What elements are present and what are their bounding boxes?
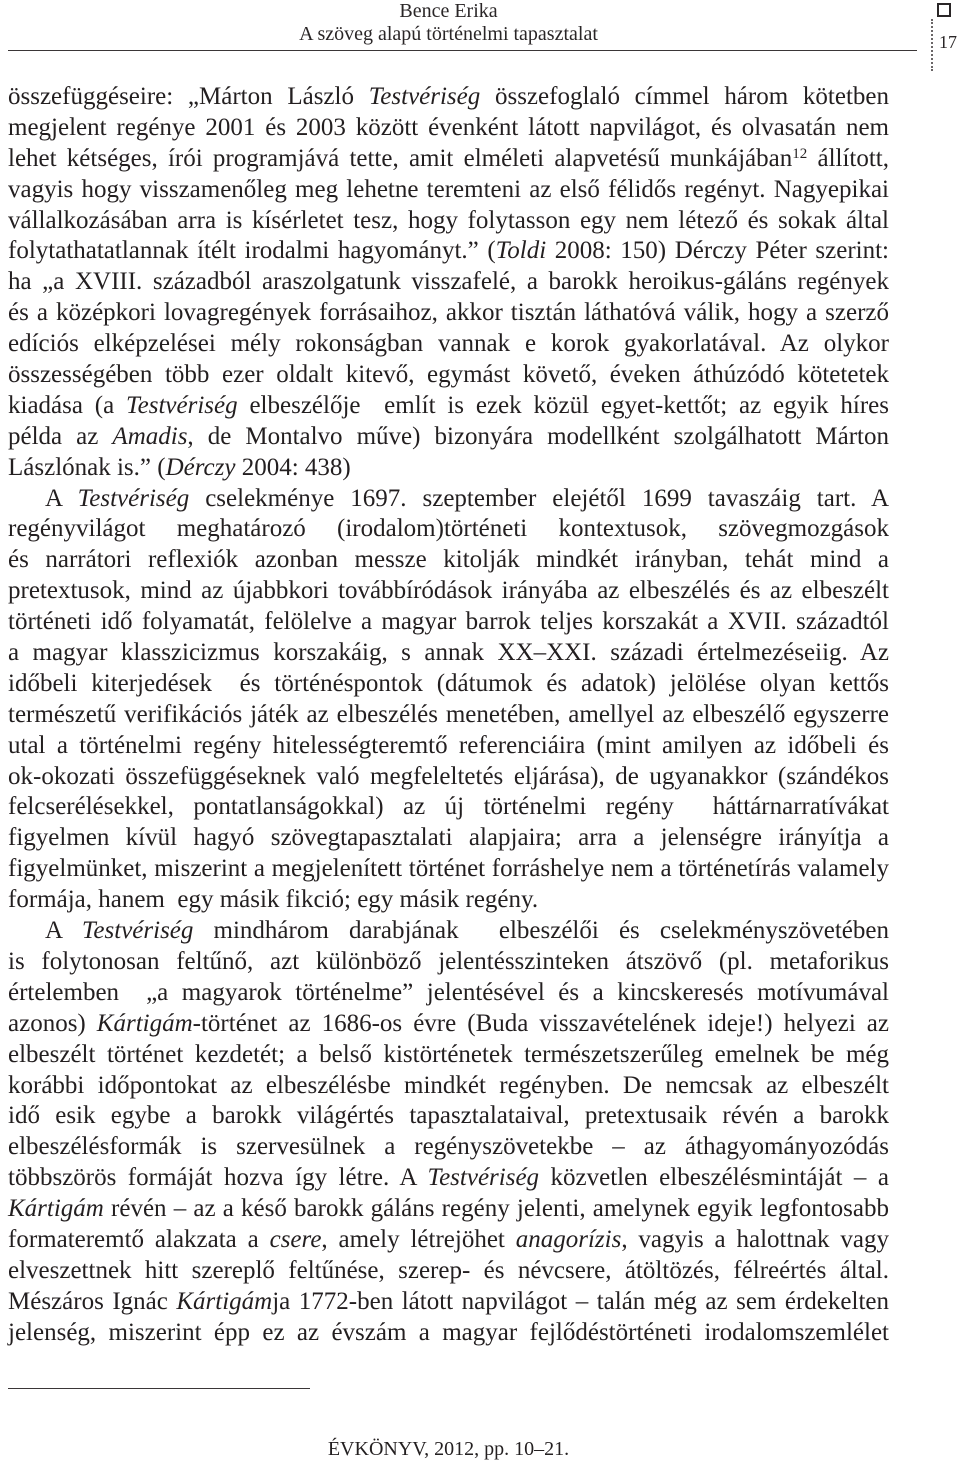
text-run: Lászlónak is.” ( — [8, 453, 166, 481]
text-line — [8, 514, 889, 545]
emphasis-text: csere — [269, 1225, 322, 1253]
text-run: figyelmen kívül hagyó szövegtapasztalati alapjaira; arra a jelenségre irányítja a — [8, 824, 889, 852]
text-run: elveszettnek hitt szereplő feltűnése, szerep- és névcsere, átöltözés, félreértés által. — [8, 1256, 889, 1284]
text-run: cselekménye 1697. szeptember elejétől 1699 tavaszáig tart. A — [189, 484, 889, 512]
text-line — [8, 453, 889, 484]
text-run: Mészáros Ignác — [8, 1287, 177, 1315]
text-run: edíciós elképzelései mély rokonságban vannak e korok gyakorlatával. Az olykor — [8, 330, 889, 358]
emphasis-text: Testvériség — [427, 1164, 540, 1192]
text-line — [8, 792, 889, 823]
text-line — [8, 978, 889, 1009]
text-run: pretextusok, mind az újabbkori továbbíródások irányába az elbeszélés és az elbeszélt — [8, 577, 889, 605]
paragraph — [8, 82, 889, 484]
text-run: természetű verifikációs játék az elbeszélés menetében, amellyel az elbeszélő egyszerre — [8, 700, 889, 728]
text-run: formája, hanem egy másik fikció; egy másik regény. — [8, 886, 539, 914]
text-line — [8, 854, 889, 885]
text-run: -történet az 1686-os évre (Buda visszavételének ideje!) helyezi az — [192, 1009, 889, 1037]
text-run: felcserélésekkel, pontatlanságokkal) az új történelmi regény háttárnarratívákat — [8, 793, 889, 821]
text-run: 2008: 150) Dérczy Péter szerint: — [546, 237, 890, 265]
text-line — [8, 1071, 889, 1102]
text-run: összességében több ezer oldalt kitevő, egymást követő, éveken áthúzódó kötetetek — [8, 361, 889, 389]
text-line — [8, 1194, 889, 1225]
text-line — [8, 175, 889, 206]
body-text — [8, 82, 889, 1349]
text-line — [8, 360, 889, 391]
text-run: ok-okozati összefüggéseknek való megfeleltetés eljárása), de ugyanakkor (szándékos — [8, 762, 889, 790]
text-run: A — [45, 917, 82, 945]
emphasis-text: Dérczy — [165, 453, 236, 481]
text-run: A — [45, 484, 78, 512]
running-header — [8, 0, 889, 46]
page-number: 17 — [939, 32, 957, 52]
text-line — [8, 298, 889, 329]
header-rule — [8, 50, 917, 51]
text-run: utal a történelmi regény hitelességteremtő referenciáira (mint amilyen az időbeli és — [8, 731, 889, 759]
footer-publication: ÉVKÖNYV, 2012, pp. 10–21. — [327, 1438, 570, 1460]
text-line — [8, 700, 889, 731]
text-run: figyelmünket, miszerint a megjelenített történet forráshelye nem a történetírás valamely — [8, 855, 889, 883]
paragraph — [8, 916, 889, 1348]
text-run: , de Montalvo műve) bizonyára modellként szolgálhatott Márton — [187, 422, 889, 450]
text-run: közvetlen elbeszélésmintáját – a — [539, 1164, 889, 1192]
text-line — [8, 823, 889, 854]
text-line — [8, 113, 889, 144]
paragraph — [8, 484, 889, 916]
emphasis-text: anagorízis — [515, 1225, 622, 1253]
text-line — [8, 1256, 889, 1287]
text-run: vállalkozásában arra is kísérletet tesz, hogy folytasson egy nem létező és sokak által — [8, 206, 889, 234]
text-line — [8, 1287, 889, 1318]
text-line — [8, 484, 889, 515]
text-line — [8, 916, 889, 947]
text-run: elbeszélésformák is szervesülnek a regényszövetekbe – az áthagyományozódás — [8, 1133, 889, 1161]
text-run: időbeli kiterjedések és történéspontok (dátumok és adatok) jelölése olyan kettős — [8, 669, 889, 697]
text-line — [8, 391, 889, 422]
text-run: ja 1772-ben látott napvilágot – talán még az sem érdekelten — [272, 1287, 889, 1315]
text-line — [8, 1225, 889, 1256]
text-run: és narrátori reflexiók azonban messze kitolják mindkét irányban, tehát mind a — [8, 546, 889, 574]
text-run: összefoglaló címmel három kötetben — [480, 83, 890, 110]
text-run: elbeszélője említ is ezek közül egyet-kettőt; az egyik híres — [237, 391, 889, 419]
text-run: történeti idő folyamatát, felölelve a magyar barrok teljes korszakát a XVII. századtól — [8, 608, 889, 636]
text-run: formateremtő alakzata a — [8, 1225, 270, 1253]
square-outline-icon — [937, 3, 951, 17]
text-line — [8, 1009, 889, 1040]
text-run: , vagyis a halottnak vagy — [621, 1225, 889, 1253]
header-author: Bence Erika — [399, 0, 498, 22]
text-run: megjelent regénye 2001 és 2003 között évenként látott napvilágot, és olvasatán nem — [8, 113, 889, 141]
text-line — [8, 762, 889, 793]
text-run: állított, — [807, 144, 889, 172]
text-line — [8, 329, 889, 360]
text-line — [8, 1132, 889, 1163]
emphasis-text: Toldi — [495, 237, 547, 265]
text-run: példa az — [8, 422, 113, 450]
emphasis-text: Testvériség — [126, 391, 238, 419]
dotted-margin-rule — [931, 19, 933, 71]
text-line — [8, 236, 889, 267]
footnote-reference: 12 — [792, 146, 808, 163]
text-line — [8, 1318, 889, 1349]
text-line — [8, 1163, 889, 1194]
emphasis-text: Testvériség — [77, 484, 190, 512]
text-run: értelemben „a magyarok történelme” jelentésével és a kincskeresés motívumával — [8, 978, 889, 1006]
text-run: ha „a XVIII. századból araszolgatunk visszafelé, a barokk heroikus-gáláns regények — [8, 268, 889, 296]
text-line — [8, 206, 889, 237]
text-run: folytathatatlannak ítélt irodalmi hagyományt.” ( — [8, 237, 496, 265]
text-line — [8, 731, 889, 762]
text-line — [8, 607, 889, 638]
text-line — [8, 947, 889, 978]
text-line — [8, 638, 889, 669]
text-run: jelenség, miszerint épp ez az évszám a magyar fejlődéstörténeti irodalomszemlélet — [8, 1318, 889, 1346]
text-run: a magyar klasszicizmus korszakáig, s annak XX–XXI. századi értelmezéseiig. Az — [8, 639, 889, 667]
emphasis-text: Kártigám — [96, 1009, 193, 1037]
text-line — [8, 885, 889, 916]
text-run: regényvilágot meghatározó (irodalom)történeti kontextusok, szövegmozgások — [8, 515, 889, 543]
header-article-title: A szöveg alapú történelmi tapasztalat — [299, 23, 598, 45]
text-run: 2004: 438) — [235, 453, 351, 481]
text-line — [8, 82, 889, 113]
text-run: is folytonosan feltűnő, azt különböző jelentésszinteken átszövő (pl. metaforikus — [8, 947, 889, 975]
text-line — [8, 669, 889, 700]
text-line — [8, 1101, 889, 1132]
text-run: mindhárom darabjának elbeszélői és cselekményszövetében — [193, 917, 889, 945]
emphasis-text: Kártigám — [8, 1195, 104, 1223]
text-run: azonos) — [8, 1009, 97, 1037]
text-run: lehet kétséges, írói programjává tette, amit elméleti alapvetésű munkájában — [8, 144, 793, 172]
text-run: elbeszélt történet kezdetét; a belső kistörténetek természetszerűleg emelnek be még — [8, 1040, 889, 1068]
text-line — [8, 422, 889, 453]
text-run: összefüggéseire: „Márton László — [8, 83, 369, 110]
text-run: vagyis hogy visszamenőleg meg lehetne teremteni az első félidős regényt. Nagyepikai — [8, 175, 889, 203]
text-run: idő esik egybe a barokk világértés tapasztalataival, pretextusaik révén a barokk — [8, 1102, 889, 1130]
text-run: többszörös formáját hozva így létre. A — [8, 1164, 428, 1192]
emphasis-text: Amadis — [112, 422, 188, 450]
text-run: korábbi időpontokat az elbeszélésbe mindkét regényben. De nemcsak az elbeszélt — [8, 1071, 889, 1099]
text-line — [8, 1040, 889, 1071]
emphasis-text: Testvériség — [368, 83, 481, 110]
text-line — [8, 144, 889, 175]
text-run: , amely létrejöhet — [321, 1225, 516, 1253]
footnote-separator — [8, 1388, 310, 1389]
text-line — [8, 267, 889, 298]
text-run: és a középkori lovagregények forrásaihoz, akkor tisztán láthatóvá válik, hogy a szerző — [8, 299, 889, 327]
emphasis-text: Testvériség — [81, 917, 194, 945]
emphasis-text: Kártigám — [176, 1287, 273, 1315]
text-line — [8, 545, 889, 576]
text-line — [8, 576, 889, 607]
text-run: révén – az a késő barokk gáláns regény jelenti, amelynek egyik legfontosabb — [103, 1195, 889, 1223]
text-run: kiadása (a — [8, 391, 127, 419]
